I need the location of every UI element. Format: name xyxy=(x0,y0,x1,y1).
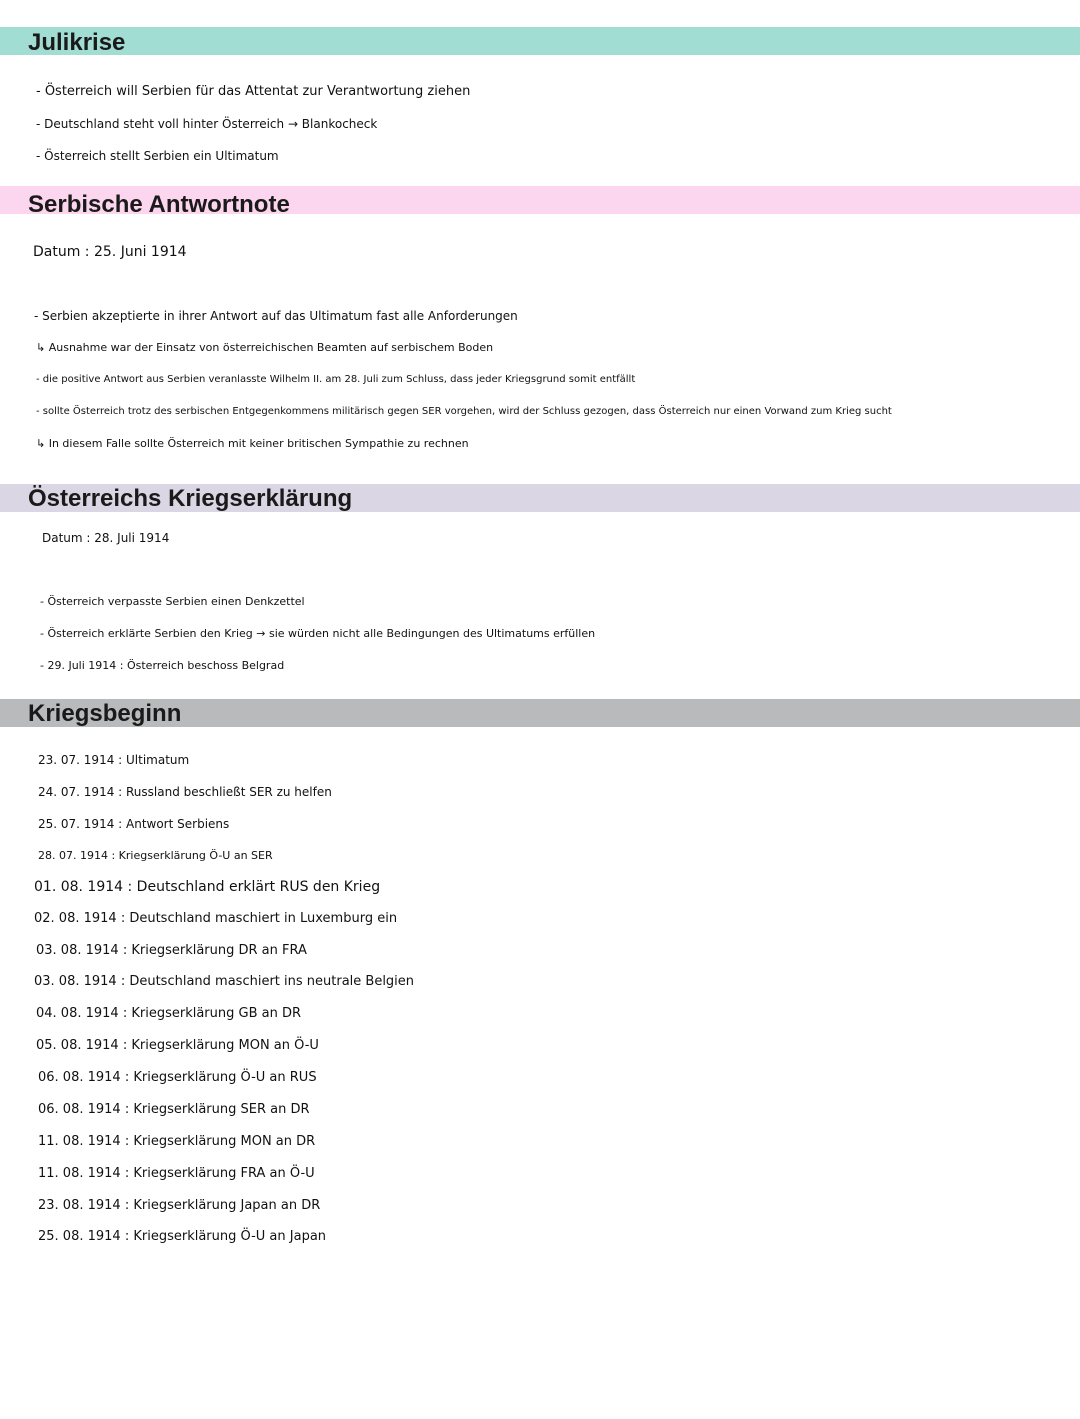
timeline-entry: 11. 08. 1914 : Kriegserklärung FRA an Ö-U xyxy=(38,1166,315,1181)
julikrise-band xyxy=(0,27,1080,55)
timeline-entry: 23. 07. 1914 : Ultimatum xyxy=(38,753,190,767)
timeline-entry: 28. 07. 1914 : Kriegserklärung Ö-U an SER xyxy=(38,849,273,862)
julikrise-title: Julikrise xyxy=(28,29,126,56)
kriegsbeginn-title: Kriegsbeginn xyxy=(28,700,182,727)
antwortnote-line: - Serbien akzeptierte in ihrer Antwort auf das Ultimatum fast alle Anforderungen xyxy=(34,309,518,323)
julikrise-line: - Österreich will Serbien für das Attentat zur Verantwortung ziehen xyxy=(36,84,471,99)
antwortnote-line: - sollte Österreich trotz des serbischen Entgegenkommens militärisch gegen SER vorgehen, wird der Schluss gezogen, dass Österreich nur einen Vorwand zum Krieg sucht xyxy=(36,406,892,417)
julikrise-line: - Österreich stellt Serbien ein Ultimatum xyxy=(36,149,279,163)
kriegserklaerung-date: Datum : 28. Juli 1914 xyxy=(42,531,170,545)
julikrise-line: - Deutschland steht voll hinter Österreich → Blankocheck xyxy=(36,117,378,131)
timeline-entry: 03. 08. 1914 : Deutschland maschiert ins neutrale Belgien xyxy=(34,974,415,989)
kriegserklaerung-line: - Österreich verpasste Serbien einen Denkzettel xyxy=(40,595,305,608)
timeline-entry: 24. 07. 1914 : Russland beschließt SER zu helfen xyxy=(38,785,332,799)
timeline-entry: 03. 08. 1914 : Kriegserklärung DR an FRA xyxy=(36,943,307,958)
timeline-entry: 25. 08. 1914 : Kriegserklärung Ö-U an Japan xyxy=(38,1229,327,1244)
timeline-entry: 05. 08. 1914 : Kriegserklärung MON an Ö-U xyxy=(36,1038,319,1053)
antwortnote-line: - die positive Antwort aus Serbien veranlasste Wilhelm II. am 28. Juli zum Schluss, dass jeder Kriegsgrund somit entfällt xyxy=(36,374,636,385)
timeline-entry: 06. 08. 1914 : Kriegserklärung SER an DR xyxy=(38,1102,310,1117)
timeline-entry: 02. 08. 1914 : Deutschland maschiert in Luxemburg ein xyxy=(34,911,398,926)
antwortnote-title: Serbische Antwortnote xyxy=(28,191,290,218)
kriegserklaerung-title: Österreichs Kriegserklärung xyxy=(28,485,353,512)
timeline-entry: 11. 08. 1914 : Kriegserklärung MON an DR xyxy=(38,1134,316,1149)
kriegserklaerung-line: - Österreich erklärte Serbien den Krieg → sie würden nicht alle Bedingungen des Ultimatums erfüllen xyxy=(40,627,596,640)
timeline-entry: 01. 08. 1914 : Deutschland erklärt RUS den Krieg xyxy=(34,879,381,895)
antwortnote-line: ↳ Ausnahme war der Einsatz von österreichischen Beamten auf serbischem Boden xyxy=(36,341,494,354)
timeline-entry: 04. 08. 1914 : Kriegserklärung GB an DR xyxy=(36,1006,302,1021)
antwortnote-date: Datum : 25. Juni 1914 xyxy=(33,244,187,260)
kriegserklaerung-line: - 29. Juli 1914 : Österreich beschoss Belgrad xyxy=(40,659,285,672)
timeline-entry: 25. 07. 1914 : Antwort Serbiens xyxy=(38,817,230,831)
timeline-entry: 06. 08. 1914 : Kriegserklärung Ö-U an RUS xyxy=(38,1070,317,1085)
timeline-entry: 23. 08. 1914 : Kriegserklärung Japan an DR xyxy=(38,1198,321,1213)
antwortnote-line: ↳ In diesem Falle sollte Österreich mit keiner britischen Sympathie zu rechnen xyxy=(36,437,469,450)
